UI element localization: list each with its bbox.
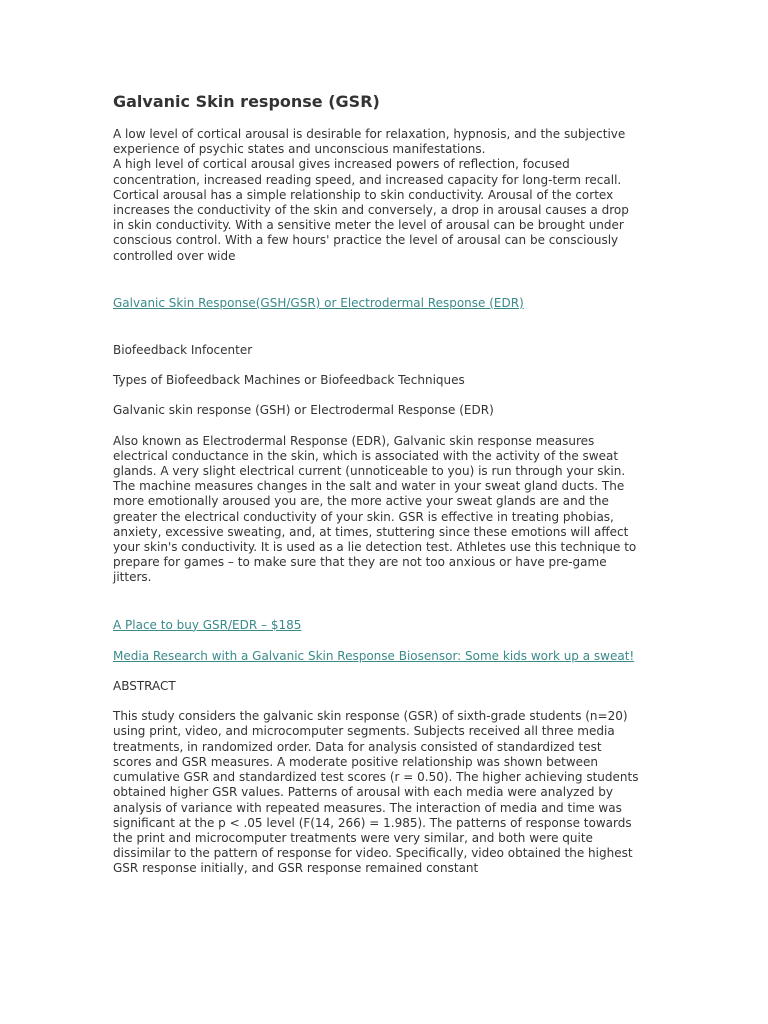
media-research-link[interactable]: Media Research with a Galvanic Skin Response Biosensor: Some kids work up a sweat!: [113, 648, 635, 663]
intro-paragraph-2: A high level of cortical arousal gives increased powers of reflection, focused concentration, increased reading speed, and increased capacity for long-term recall. Cortical arousal has a simple relationship to skin conductivity. Arousal of the cortex increases the conductivity of the skin and conversely, a drop in arousal causes a drop in skin conductivity. With a sensitive meter the level of arousal can be brought under conscious control. With a few hours' practice the level of arousal can be consciously controlled over wide: [113, 157, 629, 263]
gsh-edr-line: Galvanic skin response (GSH) or Electrodermal Response (EDR): [113, 403, 494, 418]
edr-paragraph: Also known as Electrodermal Response (EDR), Galvanic skin response measures electrical conductance in the skin, which is associated with the activity of the sweat glands. A very slight electrical current (unnoticeable to you) is run through your skin. The machine measures changes in the salt and water in your sweat gland ducts. The more emotionally aroused you are, the more active your sweat glands are and the greater the electrical conductivity of your skin. GSR is effective in treating phobias, anxiety, excessive sweating, and, at times, stuttering since these emotions will affect your skin's conductivity. It is used as a lie detection test. Athletes use this technique to prepare for games – to make sure that they are not too anxious or have pre-game jitters.: [113, 433, 637, 585]
page-title: Galvanic Skin response (GSR): [113, 92, 380, 111]
gsr-edr-link[interactable]: Galvanic Skin Response(GSH/GSR) or Electrodermal Response (EDR): [113, 295, 524, 310]
abstract-paragraph: This study considers the galvanic skin response (GSR) of sixth-grade students (n=20) using print, video, and microcomputer segments. Subjects received all three media treatments, in randomized order. Data for analysis consisted of standardized test scores and GSR measures. A moderate positive relationship was shown between cumulative GSR and standardized test scores (r = 0.50). The higher achieving students obtained higher GSR values. Patterns of arousal with each media were analyzed by analysis of variance with repeated measures. The interaction of media and time was significant at the p < .05 level (F(14, 266) = 1.985). The patterns of response towards the print and microcomputer treatments were very similar, and both were quite dissimilar to the pattern of response for video. Specifically, video obtained the highest GSR response initially, and GSR response remained constant: [113, 709, 639, 876]
types-line: Types of Biofeedback Machines or Biofeedback Techniques: [113, 373, 465, 388]
abstract-heading: ABSTRACT: [113, 679, 176, 694]
document-page: [113, 90, 643, 877]
buy-gsr-link[interactable]: A Place to buy GSR/EDR – $185: [113, 617, 302, 632]
intro-paragraph-1: A low level of cortical arousal is desirable for relaxation, hypnosis, and the subjective experience of psychic states and unconscious manifestations.: [113, 127, 626, 157]
biofeedback-infocenter-text: Biofeedback Infocenter: [113, 343, 253, 358]
